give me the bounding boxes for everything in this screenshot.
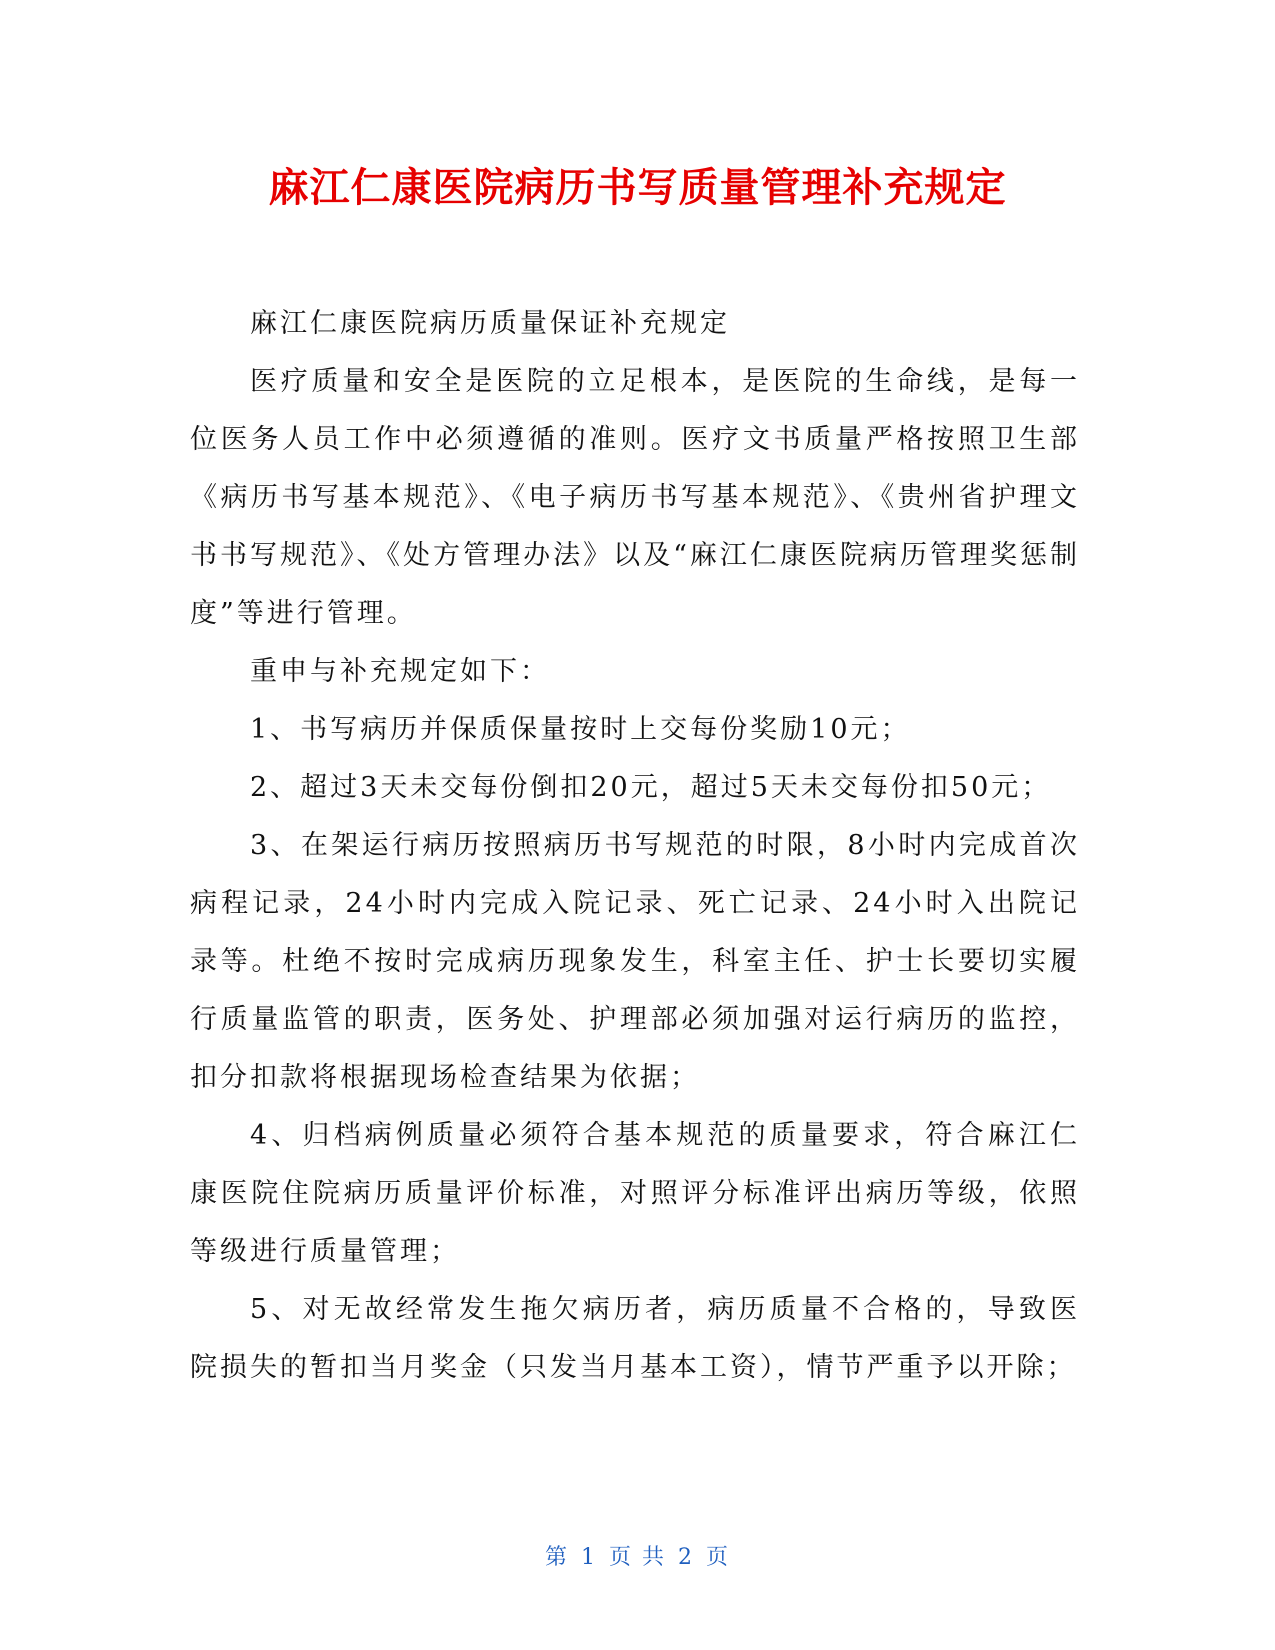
page-footer bbox=[0, 1540, 1275, 1571]
paragraph-heading: 重申与补充规定如下： bbox=[250, 656, 550, 687]
list-item-3: 3、在架运行病历按照病历书写规范的时限，8小时内完成首次病程记录，24小时内完成入院记录、死亡记录、24小时入出院记录等。杜绝不按时完成病历现象发生，科室主任、护士长要切实履行质量监管的职责，医务处、护理部必须加强对运行病历的监控，扣分扣款将根据现场检查结果为依据； bbox=[190, 830, 1080, 1093]
list-item-2: 2、超过3天未交每份倒扣20元，超过5天未交每份扣50元； bbox=[250, 772, 1052, 803]
page-total: 2 bbox=[678, 1545, 694, 1570]
page-middle: 页 共 bbox=[609, 1545, 666, 1570]
list-item-4: 4、归档病例质量必须符合基本规范的质量要求，符合麻江仁康医院住院病历质量评价标准，对照评分标准评出病历等级，依照等级进行质量管理； bbox=[190, 1120, 1080, 1267]
list-item-1: 1、书写病历并保质保量按时上交每份奖励10元； bbox=[250, 714, 911, 745]
paragraph-subtitle: 麻江仁康医院病历质量保证补充规定 bbox=[250, 308, 730, 339]
paragraph-intro: 医疗质量和安全是医院的立足根本，是医院的生命线，是每一位医务人员工作中必须遵循的准则。医疗文书质量严格按照卫生部《病历书写基本规范》、《电子病历书写基本规范》、《贵州省护理文书书写规范》、《处方管理办法》以及“麻江仁康医院病历管理奖惩制度”等进行管理。 bbox=[190, 366, 1080, 629]
document-body bbox=[190, 295, 1080, 1397]
page-prefix: 第 bbox=[544, 1545, 569, 1570]
page-current: 1 bbox=[581, 1545, 597, 1570]
list-item-5: 5、对无故经常发生拖欠病历者，病历质量不合格的，导致医院损失的暂扣当月奖金（只发当月基本工资），情节严重予以开除； bbox=[190, 1294, 1080, 1383]
document-title: 麻江仁康医院病历书写质量管理补充规定 bbox=[268, 165, 1007, 211]
page-suffix: 页 bbox=[706, 1545, 731, 1570]
